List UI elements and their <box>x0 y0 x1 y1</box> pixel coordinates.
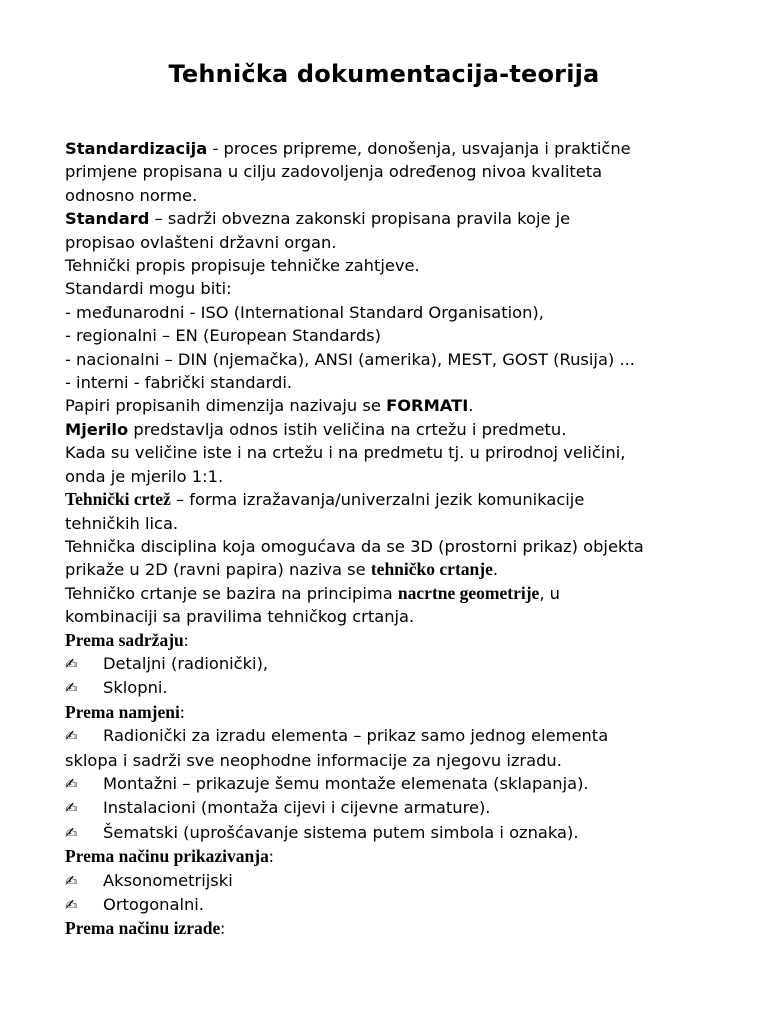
paragraph-tehnicki-propis: Tehnički propis propisuje tehničke zahtjeve. <box>65 256 420 276</box>
paragraph-mjerilo: Mjerilo predstavlja odnos istih veličina na crtežu i predmetu. <box>65 419 567 439</box>
bullet-item: ✍ Montažni – prikazuje šemu montaže elemenata (sklapanja). <box>65 772 725 796</box>
term-standardizacija: Standardizacija <box>65 139 208 158</box>
writing-hand-icon: ✍ <box>65 654 78 673</box>
paragraph-line: primjene propisana u cilju zadovoljenja određenog nivoa kvaliteta <box>65 162 603 182</box>
bullet-item: ✍ Sklopni. <box>65 676 725 700</box>
paragraph-tehnicko-crtanje: prikaže u 2D (ravni papira) naziva se tehničko crtanje. <box>65 559 499 580</box>
writing-hand-icon: ✍ <box>65 774 78 793</box>
term-nacrtne-geometrije: nacrtne geometrije <box>397 582 540 603</box>
section-heading-prema-nacinu-prikazivanja: Prema načinu prikazivanja: <box>65 846 274 867</box>
term-mjerilo: Mjerilo <box>65 419 129 439</box>
paragraph-line: odnosno norme. <box>65 185 198 205</box>
paragraph-line: tehničkih lica. <box>65 513 179 533</box>
paragraph-nacrtna-geometrija: Tehničko crtanje se bazira na principima nacrtne geometrije, u <box>65 582 560 603</box>
paragraph-tehnicki-crtez: Tehnički crtež – forma izražavanja/univerzalni jezik komunikacije <box>65 489 585 510</box>
bullet-item: ✍ Instalacioni (montaža cijevi i cijevne armature). <box>65 796 725 820</box>
writing-hand-icon: ✍ <box>65 727 78 746</box>
paragraph-line: propisao ovlašteni državni organ. <box>65 232 337 252</box>
list-item-standard: - međunarodni - ISO (International Standard Organisation), <box>65 302 544 322</box>
paragraph-standard: Standard – sadrži obvezna zakonski propisana pravila koje je <box>65 209 571 229</box>
bullet-item: ✍ Radionički za izradu elementa – prikaz samo jednog elementa <box>65 724 725 748</box>
list-item-standard: - regionalni – EN (European Standards) <box>65 326 381 346</box>
section-heading-prema-namjeni: Prema namjeni: <box>65 701 185 722</box>
document-title: Tehnička dokumentacija-teorija <box>168 60 600 88</box>
paragraph-line: onda je mjerilo 1:1. <box>65 466 224 486</box>
document-body <box>65 137 725 941</box>
bullet-item: ✍ Detaljni (radionički), <box>65 652 725 676</box>
writing-hand-icon: ✍ <box>65 799 78 818</box>
bullet-item: ✍ Ortogonalni. <box>65 893 725 917</box>
list-item-standard: - nacionalni – DIN (njemačka), ANSI (amerika), MEST, GOST (Rusija) ... <box>65 349 635 369</box>
list-item-standard: - interni - fabrički standardi. <box>65 373 293 393</box>
writing-hand-icon: ✍ <box>65 823 78 842</box>
paragraph-standardi-mogu-biti: Standardi mogu biti: <box>65 279 232 299</box>
paragraph-line: kombinaciji sa pravilima tehničkog crtanja. <box>65 607 415 627</box>
paragraph-line: sklopa i sadrži sve neophodne informacije za njegovu izradu. <box>65 750 562 770</box>
paragraph-line: Kada su veličine iste i na crtežu i na predmetu tj. u prirodnoj veličini, <box>65 443 626 463</box>
writing-hand-icon: ✍ <box>65 679 78 698</box>
paragraph-standardizacija: Standardizacija - proces pripreme, donošenja, usvajanja i praktične <box>65 139 631 158</box>
paragraph-line: Tehnička disciplina koja omogućava da se 3D (prostorni prikaz) objekta <box>65 536 644 556</box>
section-heading-prema-nacinu-izrade: Prema načinu izrade: <box>65 918 226 939</box>
term-standard: Standard <box>65 209 150 229</box>
writing-hand-icon: ✍ <box>65 871 78 890</box>
paragraph-formati: Papiri propisanih dimenzija nazivaju se FORMATI. <box>65 396 474 416</box>
term-tehnicki-crtez: Tehnički crtež <box>65 489 171 510</box>
bullet-item: ✍ Šematski (uprošćavanje sistema putem simbola i oznaka). <box>65 821 725 845</box>
section-heading-prema-sadrzaju: Prema sadržaju: <box>65 629 189 650</box>
term-formati: FORMATI <box>386 396 469 416</box>
term-tehnicko-crtanje: tehničko crtanje <box>370 559 493 580</box>
bullet-item: ✍ Aksonometrijski <box>65 869 725 893</box>
writing-hand-icon: ✍ <box>65 896 78 914</box>
